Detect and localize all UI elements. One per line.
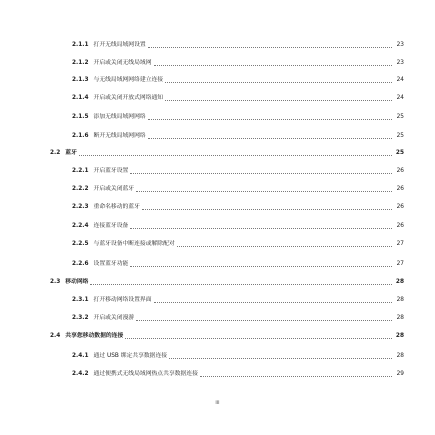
toc-subsection-entry[interactable] bbox=[72, 292, 404, 304]
toc-dot-leader bbox=[148, 119, 392, 120]
toc-dot-leader bbox=[90, 284, 392, 285]
toc-entry-page: 27 bbox=[396, 261, 404, 268]
toc-entry-number: 2.3.2 bbox=[72, 315, 89, 322]
toc-dot-leader bbox=[130, 228, 392, 229]
toc-subsection-entry[interactable] bbox=[72, 109, 404, 121]
toc-entry-number: 2.4 bbox=[50, 333, 61, 340]
toc-section-entry[interactable] bbox=[50, 274, 404, 286]
toc-subsection-entry[interactable] bbox=[72, 366, 404, 378]
toc-subsection-entry[interactable] bbox=[72, 90, 404, 102]
toc-entry-page: 28 bbox=[395, 279, 404, 286]
toc-entry-number: 2.2.4 bbox=[72, 223, 89, 230]
toc-entry-title: 开启或关闭漫游 bbox=[93, 315, 135, 322]
toc-subsection-entry[interactable] bbox=[72, 37, 404, 49]
toc-entry-page: 28 bbox=[396, 353, 404, 360]
toc-entry-title: 断开无线局域网网络 bbox=[93, 133, 146, 140]
toc-entry-title: 开启或关闭蓝牙 bbox=[93, 186, 135, 193]
toc-entry-page: 28 bbox=[395, 333, 404, 340]
toc-entry-number: 2.4.2 bbox=[72, 371, 89, 378]
toc-entry-number: 2.2.2 bbox=[72, 186, 89, 193]
toc-entry-title: 开启或关闭无线局域网 bbox=[93, 60, 152, 67]
toc-entry-title: 设置蓝牙功能 bbox=[93, 261, 129, 268]
toc-entry-number: 2.3 bbox=[50, 279, 61, 286]
toc-dot-leader bbox=[125, 338, 392, 339]
toc-entry-number: 2.1.6 bbox=[72, 133, 89, 140]
toc-dot-leader bbox=[130, 173, 392, 174]
toc-entry-page: 26 bbox=[396, 204, 404, 211]
toc-dot-leader bbox=[148, 47, 392, 48]
toc-entry-page: 27 bbox=[396, 241, 404, 248]
toc-dot-leader bbox=[130, 266, 392, 267]
toc-entry-number: 2.1.4 bbox=[72, 95, 89, 102]
toc-entry-page: 28 bbox=[396, 297, 404, 304]
toc-subsection-entry[interactable] bbox=[72, 236, 404, 248]
toc-entry-number: 2.2.1 bbox=[72, 168, 89, 175]
toc-dot-leader bbox=[148, 138, 392, 139]
toc-entry-page: 26 bbox=[396, 223, 404, 230]
toc-dot-leader bbox=[165, 82, 392, 83]
toc-entry-number: 2.3.1 bbox=[72, 297, 89, 304]
toc-dot-leader bbox=[169, 358, 392, 359]
toc-entry-title: 添加无线局域网网络 bbox=[93, 114, 146, 121]
toc-entry-page: 24 bbox=[396, 95, 404, 102]
toc-entry-title: 开启或关闭开放式网络通知 bbox=[93, 95, 164, 102]
toc-entry-page: 23 bbox=[396, 42, 404, 49]
toc-entry-title: 重命名移动的蓝牙 bbox=[93, 204, 140, 211]
toc-entry-page: 25 bbox=[395, 150, 404, 157]
toc-entry-title: 连接蓝牙设备 bbox=[93, 223, 129, 230]
toc-section-entry[interactable] bbox=[50, 145, 404, 157]
toc-entry-title: 通过便携式无线局域网热点共享数据连接 bbox=[93, 371, 198, 378]
toc-entry-number: 2.2 bbox=[50, 150, 61, 157]
toc-entry-number: 2.4.1 bbox=[72, 353, 89, 360]
toc-subsection-entry[interactable] bbox=[72, 128, 404, 140]
toc-entry-title: 打开无线局域网设置 bbox=[93, 42, 146, 49]
toc-subsection-entry[interactable] bbox=[72, 163, 404, 175]
toc-entry-number: 2.2.6 bbox=[72, 261, 89, 268]
toc-dot-leader bbox=[154, 65, 393, 66]
toc-subsection-entry[interactable] bbox=[72, 181, 404, 193]
toc-entry-number: 2.2.5 bbox=[72, 241, 89, 248]
toc-dot-leader bbox=[177, 246, 392, 247]
toc-entry-page: 25 bbox=[396, 114, 404, 121]
toc-entry-page: 26 bbox=[396, 186, 404, 193]
toc-entry-page: 24 bbox=[396, 77, 404, 84]
toc-entry-page: 23 bbox=[396, 60, 404, 67]
toc-entry-number: 2.1.2 bbox=[72, 60, 89, 67]
toc-subsection-entry[interactable] bbox=[72, 218, 404, 230]
toc-entry-title: 与无线局域网网络建立连接 bbox=[93, 77, 164, 84]
toc-entry-title: 打开移动网络设置界面 bbox=[93, 297, 152, 304]
toc-dot-leader bbox=[79, 155, 392, 156]
toc-subsection-entry[interactable] bbox=[72, 310, 404, 322]
toc-dot-leader bbox=[154, 302, 393, 303]
toc-subsection-entry[interactable] bbox=[72, 348, 404, 360]
toc-entry-page: 25 bbox=[396, 133, 404, 140]
toc-dot-leader bbox=[165, 100, 392, 101]
toc-section-entry[interactable] bbox=[50, 328, 404, 340]
toc-entry-number: 2.1.3 bbox=[72, 77, 89, 84]
toc-entry-title: 开启蓝牙设置 bbox=[93, 168, 129, 175]
toc-subsection-entry[interactable] bbox=[72, 256, 404, 268]
toc-entry-title: 与蓝牙设备中断连接或解除配对 bbox=[93, 241, 175, 248]
toc-dot-leader bbox=[142, 209, 392, 210]
toc-dot-leader bbox=[200, 376, 392, 377]
toc-entry-page: 29 bbox=[396, 371, 404, 378]
toc-dot-leader bbox=[136, 320, 392, 321]
toc-dot-leader bbox=[136, 191, 392, 192]
toc-entry-title: 移动网络 bbox=[65, 279, 89, 286]
toc-subsection-entry[interactable] bbox=[72, 55, 404, 67]
toc-subsection-entry[interactable] bbox=[72, 199, 404, 211]
toc-entry-title: 蓝牙 bbox=[65, 150, 77, 157]
toc-entry-number: 2.1.5 bbox=[72, 114, 89, 121]
toc-entry-page: 28 bbox=[396, 315, 404, 322]
toc-subsection-entry[interactable] bbox=[72, 72, 404, 84]
page-footer-number: iii bbox=[215, 400, 220, 406]
toc-entry-number: 2.1.1 bbox=[72, 42, 89, 49]
toc-entry-title: 通过 USB 绑定共享数据连接 bbox=[93, 353, 168, 360]
toc-entry-page: 26 bbox=[396, 168, 404, 175]
toc-entry-title: 共享您移动数据的连接 bbox=[65, 333, 124, 340]
toc-entry-number: 2.2.3 bbox=[72, 204, 89, 211]
